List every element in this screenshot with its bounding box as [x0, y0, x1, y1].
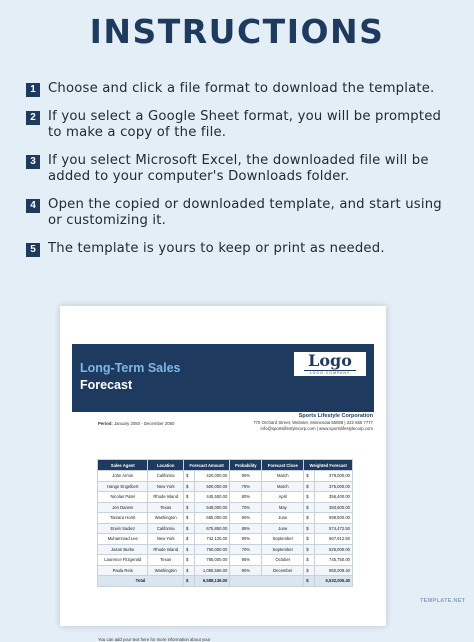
cell-cur1: $	[184, 502, 195, 513]
cell-cur1: $	[184, 544, 195, 555]
step-2	[26, 109, 456, 141]
table-row	[98, 565, 353, 576]
table-row	[98, 513, 353, 524]
cell-cur2: $	[304, 534, 315, 545]
cell-cur1: $	[184, 555, 195, 566]
cell-agent: Hange Engelbert	[98, 481, 148, 492]
cell-weighted: 356,400.00	[315, 492, 353, 503]
cell-amount: 445,500.00	[195, 492, 230, 503]
total-weighted: 5,532,000.40	[315, 576, 353, 587]
cell-close: December	[262, 565, 304, 576]
period-line	[98, 421, 174, 426]
total-label: Total	[98, 576, 184, 587]
table-total-row	[98, 576, 353, 587]
step-number-badge: 4	[26, 199, 40, 213]
cell-agent: John Armin	[98, 471, 148, 482]
table-row	[98, 555, 353, 566]
cell-weighted: 574,472.50	[315, 523, 353, 534]
cell-amount: 742,125.00	[195, 534, 230, 545]
cell-location: New York	[148, 481, 184, 492]
cell-prob: 75%	[230, 481, 262, 492]
table-row	[98, 544, 353, 555]
cell-location: California	[148, 471, 184, 482]
cell-agent: Paula Reis	[98, 565, 148, 576]
step-text: If you select a Google Sheet format, you will be prompted to make a copy of the file.	[48, 109, 442, 140]
cell-close: September	[262, 534, 304, 545]
cell-agent: Muhammad Lee	[98, 534, 148, 545]
company-name: Sports Lifestyle Corporation	[298, 413, 373, 419]
company-email: info@sportslifestylecorp.com | www.sportslifestylecorp.com	[260, 426, 373, 431]
cell-agent: Jen Darwin	[98, 502, 148, 513]
column-header: Weighted Forecast	[304, 460, 353, 471]
watermark-text: TEMPLATE.NET	[420, 598, 466, 604]
cell-weighted: 667,912.50	[315, 534, 353, 545]
cell-cur1: $	[184, 565, 195, 576]
cell-cur1: $	[184, 534, 195, 545]
cell-weighted: 383,600.00	[315, 502, 353, 513]
column-header: Probability	[230, 460, 262, 471]
step-text: If you select Microsoft Excel, the downloaded file will be added to your computer's Downloads folder.	[48, 153, 429, 184]
total-cur2: $	[304, 576, 315, 587]
cell-cur1: $	[184, 513, 195, 524]
cell-amount: 500,000.00	[195, 481, 230, 492]
cell-close: April	[262, 492, 304, 503]
step-3	[26, 153, 456, 185]
period-value: January 2050 - December 2050	[114, 421, 175, 426]
logo-subtext: LOGO COMPANY	[304, 370, 356, 375]
cell-location: Rhode Island	[148, 544, 184, 555]
cell-location: California	[148, 523, 184, 534]
sheet-title-line1: Long-Term Sales	[80, 361, 181, 375]
step-1	[26, 81, 456, 97]
step-4	[26, 197, 456, 229]
column-header: Forecast Close	[262, 460, 304, 471]
table-row	[98, 471, 353, 482]
cell-cur2: $	[304, 513, 315, 524]
table-row	[98, 481, 353, 492]
step-number-badge: 1	[26, 83, 40, 97]
cell-cur1: $	[184, 481, 195, 492]
cell-weighted: 525,000.00	[315, 544, 353, 555]
cell-prob: 80%	[230, 492, 262, 503]
cell-cur2: $	[304, 481, 315, 492]
forecast-table	[97, 459, 353, 587]
cell-amount: 665,000.00	[195, 513, 230, 524]
table-row	[98, 492, 353, 503]
cell-amount: 785,000.00	[195, 555, 230, 566]
column-header: Sales Agent	[98, 460, 148, 471]
company-address: 770 Orchard Street, Webster, Minnesota 55088 | 222 555 7777	[253, 420, 373, 425]
cell-close: June	[262, 513, 304, 524]
cell-location: Washington	[148, 565, 184, 576]
column-header: Location	[148, 460, 184, 471]
step-number-badge: 3	[26, 155, 40, 169]
table-header-row	[98, 460, 353, 471]
sheet-note: You can add your text here for more information about your	[98, 637, 211, 642]
cell-agent: Nicolas Patel	[98, 492, 148, 503]
cell-weighted: 598,500.00	[315, 513, 353, 524]
cell-prob: 85%	[230, 523, 262, 534]
cell-cur2: $	[304, 555, 315, 566]
total-amount: 6,588,136.00	[195, 576, 230, 587]
cell-amount: 1,055,566.00	[195, 565, 230, 576]
step-text: The template is yours to keep or print as needed.	[48, 241, 385, 256]
cell-amount: 750,000.00	[195, 544, 230, 555]
step-5	[26, 241, 456, 257]
cell-close: March	[262, 471, 304, 482]
cell-amount: 420,000.00	[195, 471, 230, 482]
cell-prob: 90%	[230, 565, 262, 576]
cell-location: Texas	[148, 555, 184, 566]
cell-close: March	[262, 481, 304, 492]
cell-cur1: $	[184, 471, 195, 482]
cell-cur2: $	[304, 523, 315, 534]
cell-location: New York	[148, 534, 184, 545]
cell-prob: 70%	[230, 544, 262, 555]
table-row	[98, 523, 353, 534]
cell-close: October	[262, 555, 304, 566]
sheet-title-line2: Forecast	[80, 378, 133, 392]
cell-weighted: 375,000.00	[315, 481, 353, 492]
cell-location: Washington	[148, 513, 184, 524]
cell-location: Rhode Island	[148, 492, 184, 503]
cell-prob: 95%	[230, 555, 262, 566]
cell-agent: Laurence Fitzgerald	[98, 555, 148, 566]
cell-cur2: $	[304, 492, 315, 503]
cell-cur2: $	[304, 471, 315, 482]
cell-prob: 70%	[230, 502, 262, 513]
company-logo	[294, 352, 366, 376]
cell-amount: 548,000.00	[195, 502, 230, 513]
logo-text: Logo	[308, 351, 352, 370]
cell-cur2: $	[304, 544, 315, 555]
table-row	[98, 534, 353, 545]
cell-agent: Tamara Horst	[98, 513, 148, 524]
step-number-badge: 5	[26, 243, 40, 257]
cell-close: May	[262, 502, 304, 513]
cell-cur1: $	[184, 492, 195, 503]
step-text: Open the copied or downloaded template, and start using or customizing it.	[48, 197, 442, 228]
total-empty-cell	[230, 576, 304, 587]
cell-close: June	[262, 523, 304, 534]
cell-cur2: $	[304, 565, 315, 576]
template-preview-sheet	[60, 306, 386, 642]
cell-prob: 90%	[230, 534, 262, 545]
cell-close: September	[262, 544, 304, 555]
cell-weighted: 745,750.00	[315, 555, 353, 566]
cell-prob: 90%	[230, 471, 262, 482]
column-header: Forecast Amount	[184, 460, 230, 471]
cell-weighted: 950,009.40	[315, 565, 353, 576]
cell-weighted: 378,000.00	[315, 471, 353, 482]
cell-location: Texas	[148, 502, 184, 513]
table-row	[98, 502, 353, 513]
period-label: Period:	[98, 421, 113, 426]
cell-cur2: $	[304, 502, 315, 513]
step-text: Choose and click a file format to download the template.	[48, 81, 435, 96]
cell-prob: 90%	[230, 513, 262, 524]
total-cur1: $	[184, 576, 195, 587]
company-info	[253, 413, 373, 431]
cell-agent: Jason Burke	[98, 544, 148, 555]
cell-amount: 675,850.00	[195, 523, 230, 534]
page-title: INSTRUCTIONS	[89, 12, 385, 51]
instruction-steps	[26, 81, 456, 269]
step-number-badge: 2	[26, 111, 40, 125]
cell-cur1: $	[184, 523, 195, 534]
cell-agent: Erwin Sadiez	[98, 523, 148, 534]
